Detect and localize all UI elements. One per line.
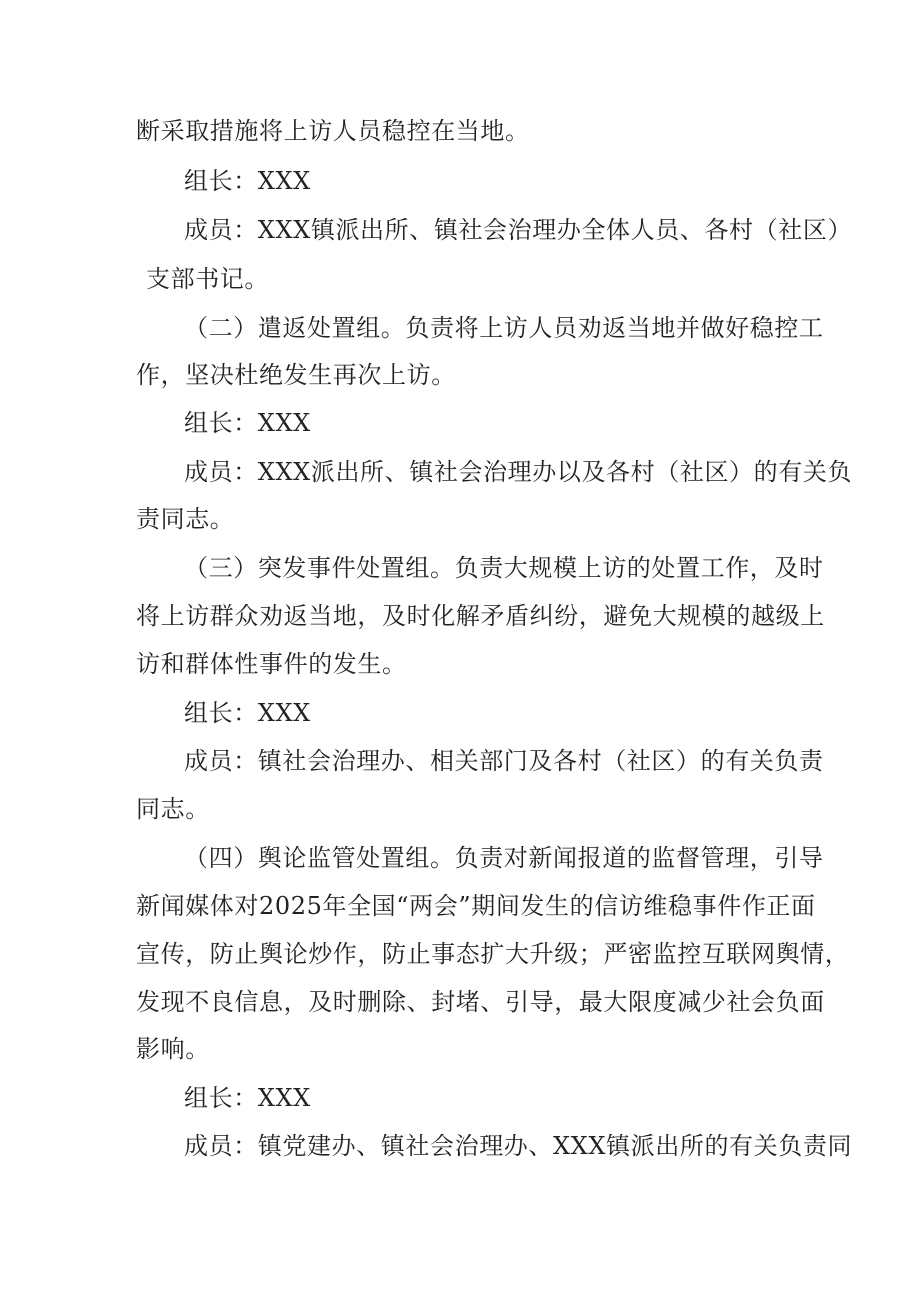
group-leader-3: 组长：XXX bbox=[184, 699, 311, 727]
section-heading-3: （三）突发事件处置组。负责大规模上访的处置工作，及时 bbox=[184, 554, 824, 582]
text-line-17: 新闻媒体对2025年全国“两会”期间发生的信访维稳事件作正面 bbox=[136, 892, 816, 920]
group-members-2: 成员：XXX派出所、镇社会治理办以及各村（社区）的有关负 bbox=[184, 458, 853, 486]
text-line-18: 宣传，防止舆论炒作，防止事态扩大升级；严密监控互联网舆情， bbox=[136, 940, 850, 968]
text-line-1: 断采取措施将上访人员稳控在当地。 bbox=[136, 117, 530, 145]
section-heading-4: （四）舆论监管处置组。负责对新闻报道的监督管理，引导 bbox=[184, 844, 824, 872]
group-members-1-cont: 支部书记。 bbox=[146, 265, 269, 293]
group-members-2-cont: 责同志。 bbox=[136, 505, 235, 533]
group-members-1: 成员：XXX镇派出所、镇社会治理办全体人员、各村（社区） bbox=[184, 216, 853, 244]
group-members-4: 成员：镇党建办、镇社会治理办、XXX镇派出所的有关负责同 bbox=[184, 1132, 853, 1160]
group-leader-1: 组长：XXX bbox=[184, 167, 311, 195]
group-members-3: 成员：镇社会治理办、相关部门及各村（社区）的有关负责 bbox=[184, 747, 824, 775]
text-line-11: 将上访群众劝返当地，及时化解矛盾纠纷，避免大规模的越级上 bbox=[136, 602, 825, 630]
group-members-3-cont: 同志。 bbox=[136, 795, 210, 823]
text-line-19: 发现不良信息，及时删除、封堵、引导，最大限度减少社会负面 bbox=[136, 988, 825, 1016]
group-leader-2: 组长：XXX bbox=[184, 409, 311, 437]
text-line-6: 作，坚决杜绝发生再次上访。 bbox=[136, 361, 456, 389]
group-leader-4: 组长：XXX bbox=[184, 1084, 311, 1112]
text-line-12: 访和群体性事件的发生。 bbox=[136, 650, 407, 678]
section-heading-2: （二）遣返处置组。负责将上访人员劝返当地并做好稳控工 bbox=[184, 314, 824, 342]
text-line-20: 影响。 bbox=[136, 1035, 210, 1063]
